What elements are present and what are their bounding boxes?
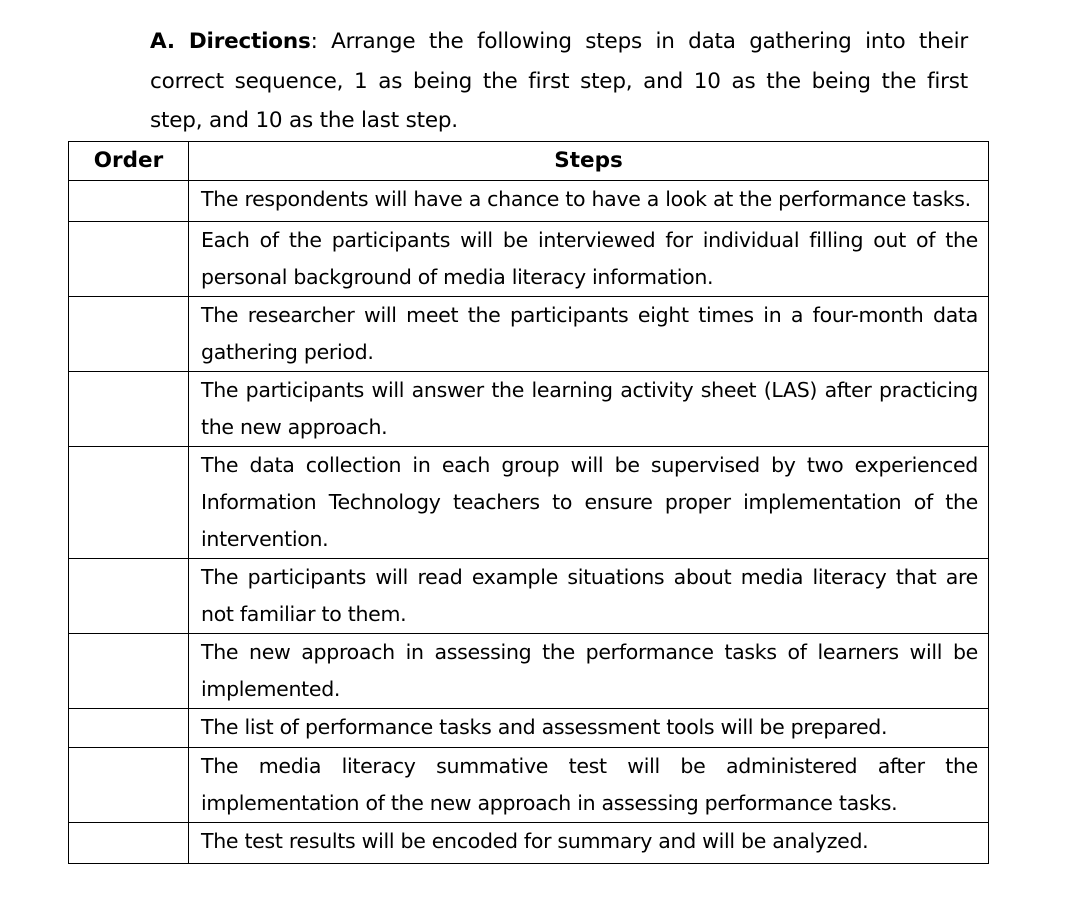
- order-cell[interactable]: [69, 447, 189, 559]
- table-row: [69, 181, 989, 222]
- table-row: [69, 559, 989, 634]
- order-cell[interactable]: [69, 297, 189, 372]
- step-cell: The researcher will meet the participants eight times in a four-month data gathering period.: [189, 297, 989, 372]
- step-cell: Each of the participants will be interviewed for individual filling out of the personal background of media literacy information.: [189, 222, 989, 297]
- table-row: [69, 748, 989, 823]
- order-cell[interactable]: [69, 372, 189, 447]
- steps-table: [68, 141, 989, 864]
- order-cell[interactable]: [69, 634, 189, 709]
- steps-header: Steps: [189, 142, 989, 181]
- table-row: [69, 709, 989, 748]
- step-cell: The participants will answer the learning activity sheet (LAS) after practicing the new approach.: [189, 372, 989, 447]
- directions-text: Arrange the following steps in data gathering into their correct sequence, 1 as being the first step, and 10 as the being the first step, and 10 as the last step.: [150, 29, 969, 133]
- step-cell: The test results will be encoded for summary and will be analyzed.: [189, 823, 989, 864]
- table-row: [69, 634, 989, 709]
- step-cell: The list of performance tasks and assessment tools will be prepared.: [189, 709, 989, 748]
- step-cell: The respondents will have a chance to have a look at the performance tasks.: [189, 181, 989, 222]
- directions-paragraph: A. Directions: Arrange the following steps in data gathering into their correct sequence, 1 as being the first step, and 10 as the being the first step, and 10 as the last step.: [150, 29, 969, 133]
- table-row: [69, 372, 989, 447]
- step-cell: The data collection in each group will be supervised by two experienced Information Technology teachers to ensure proper implementation of the intervention.: [189, 447, 989, 559]
- order-cell[interactable]: [69, 823, 189, 864]
- order-header: Order: [69, 142, 189, 181]
- table-header-row: [69, 142, 989, 181]
- order-cell[interactable]: [69, 181, 189, 222]
- step-cell: The participants will read example situations about media literacy that are not familiar to them.: [189, 559, 989, 634]
- table-row: [69, 222, 989, 297]
- order-cell[interactable]: [69, 222, 189, 297]
- step-cell: The media literacy summative test will be administered after the implementation of the new approach in assessing performance tasks.: [189, 748, 989, 823]
- order-cell[interactable]: [69, 559, 189, 634]
- order-cell[interactable]: [69, 709, 189, 748]
- table-row: [69, 297, 989, 372]
- step-cell: The new approach in assessing the performance tasks of learners will be implemented.: [189, 634, 989, 709]
- order-cell[interactable]: [69, 748, 189, 823]
- directions-label: A. Directions: [150, 29, 311, 54]
- table-row: [69, 447, 989, 559]
- table-row: [69, 823, 989, 864]
